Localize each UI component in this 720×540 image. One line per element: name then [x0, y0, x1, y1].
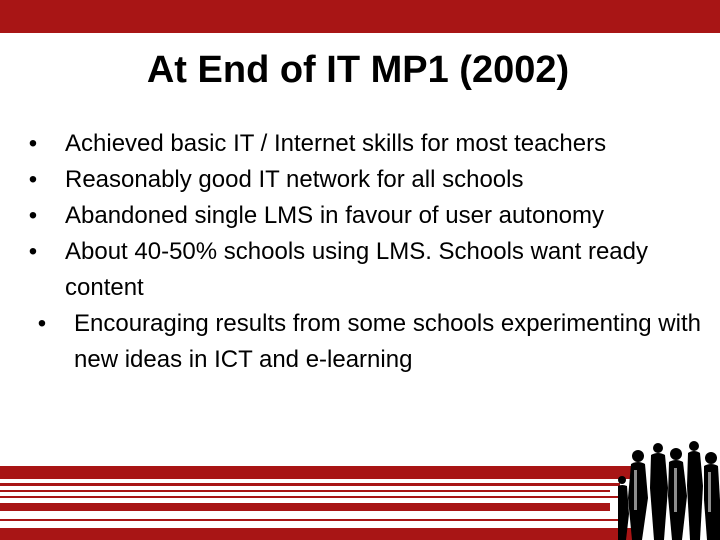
slide-title: At End of IT MP1 (2002): [146, 49, 570, 91]
people-silhouette-icon: [618, 436, 720, 540]
footer-stripe: [0, 496, 620, 498]
bullet-marker: •: [28, 238, 38, 265]
footer-stripe: [0, 466, 635, 479]
bullet-item: [28, 198, 708, 234]
top-accent-band: [0, 0, 720, 33]
bullet-item: [37, 306, 708, 378]
bullet-marker: •: [37, 310, 47, 337]
footer-stripe: [0, 490, 610, 492]
footer-stripe: [0, 503, 610, 511]
bullet-marker: •: [28, 166, 38, 193]
footer-stripes: [0, 466, 720, 540]
bullet-text: Encouraging results from some schools experimenting with new ideas in ICT and e-learning: [74, 310, 701, 373]
bullet-item: [28, 234, 708, 306]
bullet-list: [28, 126, 708, 378]
bullet-text: Achieved basic IT / Internet skills for most teachers: [65, 130, 607, 157]
footer-stripe: [0, 519, 625, 521]
bullet-item: [28, 126, 708, 162]
bullet-text: About 40-50% schools using LMS. Schools want ready content: [65, 238, 648, 301]
bullet-text: Abandoned single LMS in favour of user autonomy: [65, 202, 605, 229]
footer-stripe: [0, 483, 620, 486]
bullet-item: [28, 162, 708, 198]
footer-stripe: [0, 528, 640, 540]
bullet-marker: •: [28, 130, 38, 157]
bullet-text: Reasonably good IT network for all schools: [65, 166, 524, 193]
bullet-marker: •: [28, 202, 38, 229]
